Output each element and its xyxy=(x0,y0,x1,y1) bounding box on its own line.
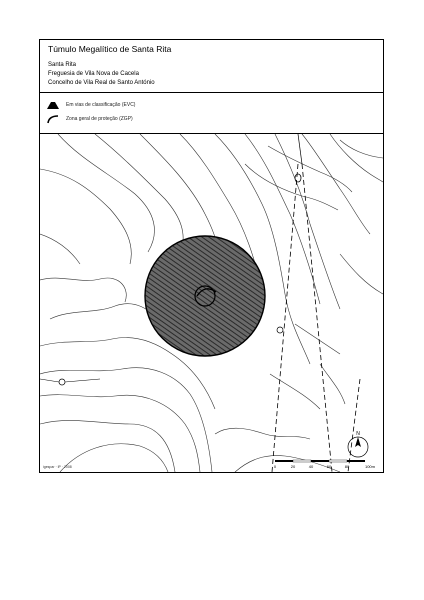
north-label: N xyxy=(356,431,360,437)
map-canvas xyxy=(40,134,383,472)
north-arrow xyxy=(348,431,368,457)
road-segment xyxy=(298,134,302,164)
scale-tick: 0 xyxy=(273,464,277,469)
protection-zone[interactable] xyxy=(145,236,265,356)
path-line xyxy=(40,379,100,382)
header-block xyxy=(40,40,383,93)
map-point xyxy=(277,327,283,333)
map-credit: igespar · IP · 2008 xyxy=(43,465,72,469)
page-title: Túmulo Megalítico de Santa Rita xyxy=(48,44,172,54)
classification-marker-icon xyxy=(46,100,60,110)
legend-item-evc xyxy=(46,100,135,110)
scale-tick: 60 xyxy=(326,464,332,469)
municipality-name: Concelho de Vila Real de Santo António xyxy=(48,80,155,86)
scale-tick: 80 xyxy=(344,464,350,469)
legend-label-zgp: Zona geral de proteção (ZGP) xyxy=(66,116,133,122)
map-area[interactable] xyxy=(40,134,383,472)
parish-name: Freguesia de Vila Nova de Cacela xyxy=(48,71,139,77)
scale-tick: 40 xyxy=(308,464,314,469)
protection-zone-icon xyxy=(46,114,60,124)
map-point xyxy=(59,379,65,385)
dashed-roads xyxy=(272,164,360,472)
map-sheet xyxy=(39,39,384,473)
legend-label-evc: Em vias de classificação (EVC) xyxy=(66,102,136,108)
scale-tick: 20 xyxy=(290,464,296,469)
legend xyxy=(40,93,383,134)
scale-tick: 100m xyxy=(364,464,376,469)
place-name: Santa Rita xyxy=(48,62,77,68)
scale-bar xyxy=(274,460,376,469)
legend-item-zgp xyxy=(46,114,133,124)
road-node xyxy=(295,174,301,182)
